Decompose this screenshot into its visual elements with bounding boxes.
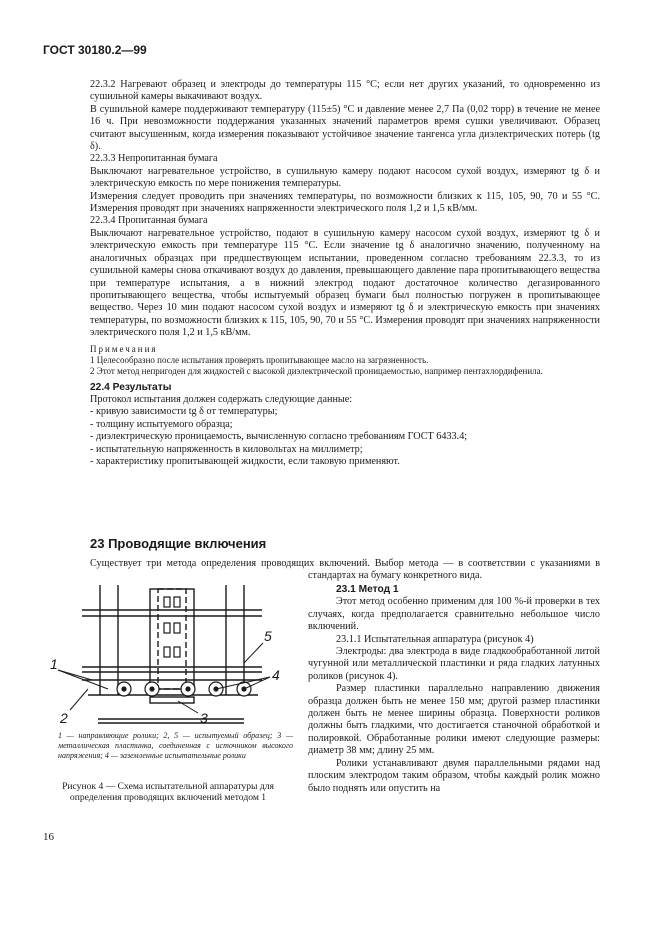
figure-label-5: 5 (264, 628, 272, 644)
list-item: - характеристику пропитывающей жидкости, если таковую применяют. (90, 455, 400, 467)
figure-caption: Рисунок 4 — Схема испытательной аппаратуры для определения проводящих включений методом 1 (62, 781, 274, 804)
subsection-title: 23.1.1 Испытательная аппаратура (рисунок 4) (336, 633, 534, 645)
paragraph: Измерения следует проводить при значениях температуры, по возможности близких к 115, 105, 90, 70 и 55 °С. Измерения проводят при значениях напряженности электрического поля 1,2 и 1,5 кВ/мм. (90, 190, 600, 215)
note-item: 1 Целесообразно после испытания проверять пропитывающее масло на загрязненность. (90, 354, 429, 365)
paragraph: Существует три метода определения проводящих включений. Выбор метода — в соответствии с указаниями в стандартах на бумагу конкретного вида. (90, 558, 600, 582)
paragraph: Выключают нагревательное устройство, в сушильную камеру подают насосом сухой воздух, измеряют tg δ и электрическую емкость по мере понижения температуры. (90, 165, 600, 190)
notes-title: Примечания (90, 343, 158, 354)
figure-legend: 1 — направляющие ролики; 2, 5 — испытуемый образец; 3 — металлическая пластинка, соединенная с источником высокого напряжения; 4 — заземленные испытательные ролики (58, 731, 293, 760)
figure-4-diagram (48, 585, 288, 730)
subsection-title: 22.3.4 Пропитанная бумага (90, 215, 208, 227)
figure-label-3: 3 (200, 710, 208, 726)
paragraph: В сушильной камере поддерживают температуру (115±5) °С и давление менее 2,7 Па (0,02 торр) в течение не менее 16 ч. При невозможности поддержания указанных значений параметров время сушки увеличивают. Образец считают высушенным, когда измерения показывают устойчивое значение тангенса угла диэлектрических потерь (tg δ). (90, 103, 600, 153)
section-title-23-1: 23.1 Метод 1 (336, 584, 399, 595)
paragraph: Размер пластинки параллельно направлению движения образца должен быть не менее 150 мм; другой размер пластинки должен быть не менее ширины образца. Поверхности роликов должны быть гладкими, что достигается станочной обработкой и полировкой. Обработанные ролики имеют следующие размеры: диаметр 38 мм; длину 25 мм. (308, 683, 600, 757)
section-title-23: 23 Проводящие включения (90, 536, 267, 551)
page-number: 16 (43, 831, 54, 843)
subsection-title: 22.3.3 Непропитанная бумага (90, 153, 218, 165)
paragraph: Этот метод особенно применим для 100 %-й проверки в тех случаях, когда предполагается сравнительно небольшое число включений. (308, 596, 600, 633)
paragraph: Ролики устанавливают двумя параллельными рядами над плоским электродом таким образом, чтобы каждый ролик можно было поднять или опустить на (308, 757, 600, 794)
figure-label-4: 4 (272, 667, 280, 683)
document-code-header: ГОСТ 30180.2—99 (43, 43, 147, 57)
paragraph: Электроды: два электрода в виде гладкообработанной литой чугунной или металлической пластинки и ряда гладких латунных роликов (рисунок 4). (308, 646, 600, 682)
list-item: - испытательную напряженность в киловольтах на миллиметр; (90, 443, 363, 455)
right-column (308, 584, 600, 795)
note-item: 2 Этот метод непригоден для жидкостей с высокой диэлектрической проницаемостью, например пентахлордифенила. (90, 365, 543, 376)
paragraph: Протокол испытания должен содержать следующие данные: (90, 393, 353, 405)
figure-label-1: 1 (50, 656, 58, 672)
paragraph: Выключают нагревательное устройство, подают в сушильную камеру насосом сухой воздух, измеряют tg δ и электрическую емкость при температуре 115 °С. Если значение tg δ аналогично значению, полученному на аналогичных образцах при предшествующем испытании, проведенном согласно требованиям 22.3.3, то из сушильной камеры снова откачивают воздух до давления, превышающего давление пара пропитывающего вещества при температуре испытания, а в нижний электрод подают достаточное количество дегазированного пропитывающего вещества, чтобы испытуемый образец бумаги был полностью погружен в пропитывающее вещество. Через 10 мин подают насосом сухой воздух и измеряют tg δ и электрическую емкость при значениях температуры, по возможности близких к 115, 105, 90, 70 и 55 °С. Измерения проводят при значениях напряженности электрического поля 1,2 и 1,5 кВ/мм. (90, 227, 600, 339)
list-item: - толщину испытуемого образца; (90, 418, 233, 430)
list-item: - диэлектрическую проницаемость, вычисленную согласно требованиям ГОСТ 6433.4; (90, 431, 468, 443)
section-22-3-2 (90, 79, 600, 468)
list-item: - кривую зависимости tg δ от температуры; (90, 406, 278, 418)
section-title-22-4: 22.4 Результаты (90, 381, 172, 393)
figure-label-2: 2 (60, 710, 68, 726)
paragraph: 22.3.2 Нагревают образец и электроды до температуры 115 °С; если нет других указаний, то одновременно из сушильной камеры выкачивают воздух. (90, 79, 600, 103)
section-23-intro (90, 558, 600, 583)
